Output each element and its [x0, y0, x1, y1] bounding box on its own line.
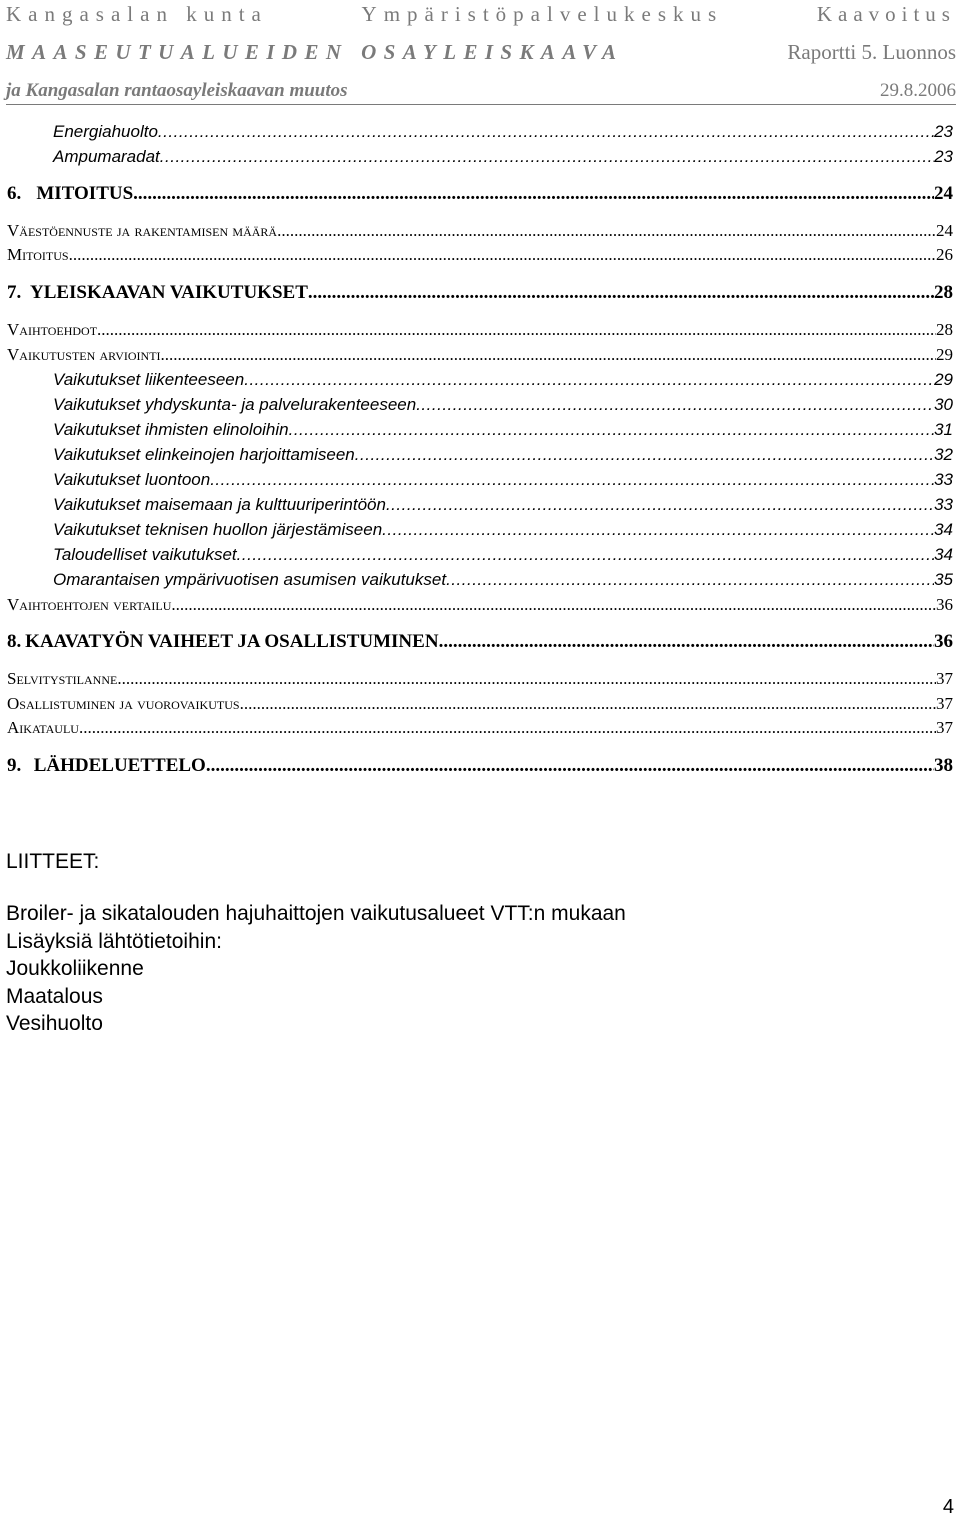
running-header-line-1	[6, 2, 956, 27]
attachment-item: Joukkoliikenne	[6, 957, 144, 980]
attachment-item: Vesihuolto	[6, 1012, 103, 1035]
toc-section[interactable]: Vaikutusten arviointi ..... 29	[7, 345, 953, 365]
toc-entry[interactable]: Vaikutukset elinkeinojen harjoittamiseen ..... 32	[53, 445, 953, 465]
attachment-item: Maatalous	[6, 984, 103, 1008]
running-header-line-2	[6, 40, 956, 65]
header-department: Ympäristöpalvelukeskus	[361, 2, 724, 26]
attachments-list	[6, 900, 626, 1038]
toc-entry[interactable]: Omarantaisen ympärivuotisen asumisen vaikutukset ..... 35	[53, 570, 953, 590]
running-header-line-3	[6, 80, 956, 105]
toc-entry[interactable]: Taloudelliset vaikutukset ..... 34	[53, 545, 953, 565]
toc-entry[interactable]: Vaikutukset teknisen huollon järjestämiseen ..... 34	[53, 520, 953, 540]
toc-chapter[interactable]: 8. KAAVATYÖN VAIHEET JA OSALLISTUMINEN ..... 36	[7, 631, 953, 653]
header-date: 29.8.2006	[880, 80, 956, 101]
header-plan-title: MAASEUTUALUEIDEN OSAYLEISKAAVA	[6, 40, 624, 64]
toc-section[interactable]: Mitoitus ..... 26	[7, 245, 953, 265]
toc-entry[interactable]: Vaikutukset maisemaan ja kulttuuriperintöön ..... 33	[53, 495, 953, 515]
toc-chapter[interactable]: 6. MITOITUS ..... 24	[7, 183, 953, 205]
toc-section[interactable]: Vaihtoehdot ..... 28	[7, 320, 953, 340]
header-plan-subtitle: ja Kangasalan rantaosayleiskaavan muutos	[6, 80, 348, 101]
toc-chapter[interactable]: 7. YLEISKAAVAN VAIKUTUKSET ..... 28	[7, 282, 953, 304]
toc-section[interactable]: Väestöennuste ja rakentamisen määrä ..... 24	[7, 221, 953, 241]
header-unit: Kaavoitus	[816, 2, 956, 26]
toc-entry[interactable]: Energiahuolto ..... 23	[53, 122, 953, 142]
header-municipality: Kangasalan kunta	[6, 2, 268, 26]
toc-section[interactable]: Vaihtoehtojen vertailu ..... 36	[7, 595, 953, 615]
toc-chapter[interactable]: 9. LÄHDELUETTELO ..... 38	[7, 755, 953, 777]
toc-entry[interactable]: Vaikutukset luontoon ..... 33	[53, 470, 953, 490]
toc-section[interactable]: Aikataulu ..... 37	[7, 718, 953, 738]
toc-section[interactable]: Selvitystilanne ..... 37	[7, 669, 953, 689]
page-number: 4	[942, 1496, 954, 1518]
toc-entry[interactable]: Vaikutukset yhdyskunta- ja palvelurakenteeseen ..... 30	[53, 395, 953, 415]
toc-entry[interactable]: Vaikutukset liikenteeseen ..... 29	[53, 370, 953, 390]
attachment-item: Lisäyksiä lähtötietoihin:	[6, 929, 222, 953]
toc-section[interactable]: Osallistuminen ja vuorovaikutus ..... 37	[7, 694, 953, 714]
toc-entry[interactable]: Ampumaradat ..... 23	[53, 147, 953, 167]
header-report-label: Raportti 5. Luonnos	[787, 40, 956, 64]
attachment-item: Broiler- ja sikatalouden hajuhaittojen vaikutusalueet VTT:n mukaan	[6, 902, 626, 925]
attachments-heading: LIITTEET:	[6, 850, 100, 873]
toc-entry[interactable]: Vaikutukset ihmisten elinoloihin ..... 31	[53, 420, 953, 440]
